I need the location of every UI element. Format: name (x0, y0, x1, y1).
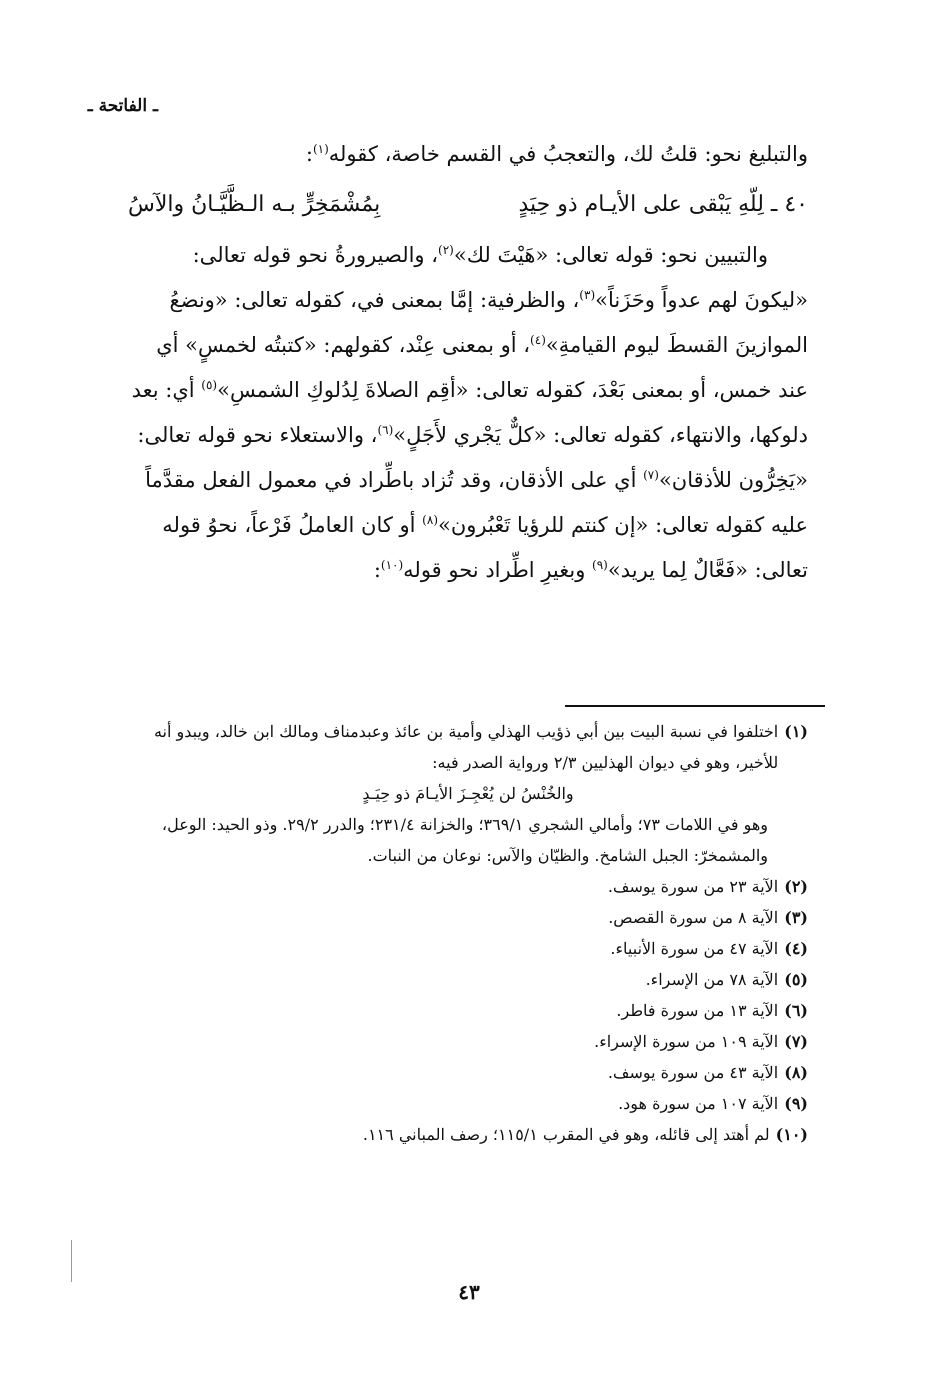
paragraph-2-part-c: ، والظرفية: إمَّا بمعنى في، كقوله تعالى: «ونضعُ الموازينَ القسطَ ليوم القيامةِ» (169, 288, 808, 357)
verse-number: ٤٠ (784, 192, 808, 217)
footnote-number: (٥) (784, 970, 808, 989)
paragraph-2-part-a: والتبيين نحو: قوله تعالى: «هَيْتَ لك» (453, 243, 768, 267)
footnote-number: (٨) (784, 1063, 808, 1082)
footnote-7 (128, 1026, 808, 1057)
footnote-ref-1[interactable]: (١) (312, 142, 329, 156)
footnote-3 (128, 902, 808, 933)
footnote-ref-8[interactable]: (٨) (422, 513, 438, 527)
footnote-ref-7[interactable]: (٧) (643, 468, 659, 482)
footnote-ref-6[interactable]: (٦) (377, 423, 394, 437)
running-head: ـ الفاتحة ـ (87, 96, 158, 116)
footnote-ref-2[interactable]: (٢) (438, 243, 454, 257)
paragraph-1 (128, 132, 808, 177)
paragraph-1-end: : (305, 142, 313, 166)
footnote-number: (٣) (784, 908, 808, 927)
footnote-number: (٧) (784, 1032, 808, 1051)
footnote-5 (128, 964, 808, 995)
footnote-text: الآية ١٣ من سورة فاطر. (616, 1001, 779, 1020)
page-number: ٤٣ (458, 1280, 480, 1304)
footnote-number: (١٠) (775, 1125, 808, 1144)
paragraph-2-end: : (373, 558, 381, 582)
paragraph-2 (128, 233, 808, 593)
main-text (128, 132, 808, 593)
footnote-number: (٩) (784, 1094, 808, 1113)
footnote-separator (565, 705, 825, 707)
paragraph-2-part-d: ، أو بمعنى عِنْد، كقولهم: «كتبتُه لخمسٍ» أي عند خمس، أو بمعنى بَعْدَ، كقوله تعالى: «أقِم الصلاةَ لِدُلوكِ الشمسِ» (156, 333, 808, 402)
verse-40 (128, 177, 808, 233)
footnote-number: (١) (784, 722, 808, 741)
footnote-10 (128, 1119, 808, 1150)
footnote-text: الآية ١٠٧ من سورة هود. (618, 1094, 779, 1113)
paragraph-2-part-f: ، والاستعلاء نحو قوله تعالى: «يَخِرُّون للأذقان» (137, 423, 808, 492)
verse-second-hemistich: بِمُشْمَخِرٍّ بـه الـظَّيَّـانُ والآسُ (128, 192, 381, 217)
footnote-text: الآية ٧٨ من الإسراء. (645, 970, 779, 989)
footnote-4 (128, 933, 808, 964)
footnotes (128, 716, 808, 1150)
footnote-ref-5[interactable]: (٥) (201, 378, 218, 392)
footnote-8 (128, 1057, 808, 1088)
paragraph-2-part-b: ، والصيرورةُ نحو قوله تعالى: «ليكونَ لهم عدواً وحَزَناً» (192, 243, 808, 312)
footnote-6 (128, 995, 808, 1026)
footnote-text: اختلفوا في نسبة البيت بين أبي ذؤيب الهذلي وأمية بن عائذ وعبدمناف ومالك ابن خالد، ويبدو أنه للأخير، وهو في ديوان الهذليين ٢/٣ ورواية الصدر فيه: (153, 722, 779, 772)
footnote-1 (128, 716, 808, 778)
footnote-1-poem-line: والخُنْسُ لن يُعْجِـزَ الأيـامَ ذو حِيَـدٍ (362, 784, 574, 803)
footnote-number: (٢) (784, 877, 808, 896)
verse-first-hemistich (518, 177, 808, 233)
footnote-text: لم أهتد إلى قائله، وهو في المقرب ١١٥/١؛ رصف المباني ١١٦. (362, 1125, 770, 1144)
footnote-1-continuation: وهو في اللامات ٧٣؛ وأمالي الشجري ٣٦٩/١؛ والخزانة ٢٣١/٤؛ والدرر ٢٩/٢. وذو الحيد: الوعل، والمشمخرّ: الجبل الشامخ. والظيّان والآس: نوعان من النبات. (161, 815, 768, 865)
verse-first-half-text: ـ لِلّهِ يَبْقى على الأيـام ذو حِيَدٍ (518, 192, 778, 217)
footnote-ref-10[interactable]: (١٠) (380, 558, 404, 572)
paragraph-2-part-i: وبغيرِ اطِّراد نحو قوله (403, 558, 593, 582)
footnote-ref-4[interactable]: (٤) (530, 333, 546, 347)
footnote-number: (٦) (784, 1001, 808, 1020)
margin-line (71, 1240, 72, 1282)
footnote-text: الآية ٨ من سورة القصص. (608, 908, 779, 927)
footnote-ref-3[interactable]: (٣) (579, 288, 596, 302)
paragraph-2-part-g: أي على الأذقان، وقد تُزاد باطِّراد في معمول الفعل مقدَّماً عليه كقوله تعالى: «إن كنتم للرؤيا تَعْبُرون» (145, 468, 808, 537)
footnote-ref-9[interactable]: (٩) (592, 558, 608, 572)
footnote-text: الآية ١٠٩ من سورة الإسراء. (594, 1032, 779, 1051)
footnote-9 (128, 1088, 808, 1119)
footnote-text: الآية ٤٧ من سورة الأنبياء. (610, 939, 779, 958)
paragraph-1-text: والتبليغ نحو: قلتُ لك، والتعجبُ في القسم خاصة، كقوله (328, 142, 808, 166)
footnote-2 (128, 871, 808, 902)
footnote-text: الآية ٤٣ من سورة يوسف. (607, 1063, 779, 1082)
footnote-text: الآية ٢٣ من سورة يوسف. (607, 877, 779, 896)
paragraph-2-part-e: أي: بعد دلوكها، والانتهاء، كقوله تعالى: «كلٌّ يَجْري لأَجَلٍ» (131, 378, 808, 447)
footnote-number: (٤) (784, 939, 808, 958)
paragraph-2-part-h: أو كان العاملُ فَرْعاً، نحوُ قوله تعالى: «فَعَّالٌ لِما يريد» (162, 513, 808, 582)
